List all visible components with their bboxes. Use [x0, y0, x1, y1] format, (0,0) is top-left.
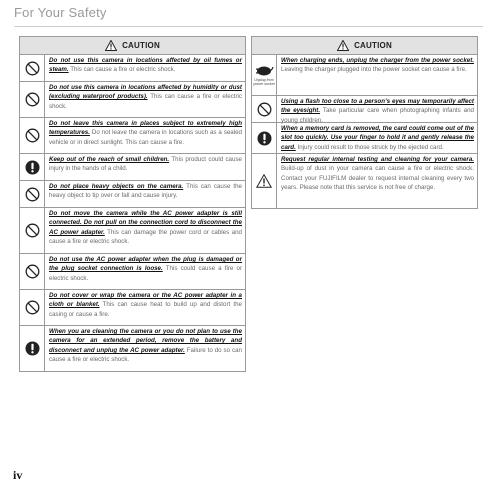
row-warning-text: Failure to do so can cause a fire or electric shock.	[49, 346, 242, 364]
row-warning-text: This can cause a fire or electric shock.	[68, 66, 176, 74]
row-warning-text: This product could cause injury in the hands of a child.	[49, 156, 242, 173]
row-warning-text: Leaving the charger plugged into the power socket can cause a fire.	[281, 66, 467, 74]
row-warning-bold: Using a flash too close to a person’s eyes may temporarily affect the eyesight.	[281, 98, 474, 115]
caution-label: CAUTION	[122, 41, 160, 50]
caution-row	[252, 123, 477, 154]
caution-label: CAUTION	[354, 41, 392, 50]
row-warning-bold: Do not use this camera in locations affected by oil fumes or steam.	[49, 57, 242, 74]
row-warning-bold: Do not leave this camera in places subject to extremely high temperatures.	[49, 120, 242, 137]
warning-triangle-icon	[337, 40, 349, 51]
prohibited-icon	[257, 102, 272, 117]
row-warning-bold: Do not cover or wrap the camera or the AC power adapter in a cloth or blanket.	[49, 292, 242, 309]
row-warning-bold: Do not use the AC power adapter when the plug is damaged or the plug socket connection is loose.	[49, 256, 242, 273]
row-warning-bold: When a memory card is removed, the card could come out of the slot too quickly. Use your finger to hold it and gently release the card.	[281, 125, 474, 151]
prohibited-icon	[25, 61, 40, 76]
row-warning-bold: When you are cleaning the camera or you do not plan to use the camera for an extended period, remove the battery and disconnect and unplug the AC power adapter.	[49, 328, 242, 354]
row-warning-bold: Do not use this camera in locations affected by humidity or dust (excluding waterproof products).	[49, 84, 242, 101]
caution-row	[20, 208, 245, 254]
row-warning-bold: Do not move the camera while the AC power adapter is still connected. Do not pull on the connection cord to disconnect the AC power adapter.	[49, 210, 242, 236]
caution-row	[20, 254, 245, 290]
caution-row	[20, 181, 245, 208]
row-warning-text: Do not leave the camera in locations such as a sealed vehicle or in direct sunlight. This can cause a fire.	[49, 129, 242, 146]
row-warning-bold: Keep out of the reach of small children.	[49, 156, 170, 163]
row-warning-text: This can damage the power cord or cables and cause a fire or electric shock.	[49, 228, 242, 246]
row-warning-text: This could cause a fire or electric shock.	[49, 265, 243, 282]
warning-triangle-icon	[105, 40, 117, 51]
row-warning-text: Take particular care when photographing infants and young children.	[281, 107, 474, 124]
caution-row	[252, 154, 477, 208]
mandatory-icon	[25, 341, 40, 356]
row-warning-text: This can cause heat to build up and distort the casing or cause a fire.	[49, 301, 242, 318]
prohibited-icon	[25, 128, 40, 143]
header-divider	[14, 26, 483, 27]
caution-header	[252, 37, 477, 55]
row-warning-bold: Request regular internal testing and cleaning for your camera.	[281, 156, 474, 163]
unplug-caption: Unplug from power socket	[253, 77, 275, 86]
prohibited-icon	[25, 187, 40, 202]
caution-header	[20, 37, 245, 55]
caution-row	[252, 96, 477, 123]
prohibited-icon	[25, 223, 40, 238]
caution-row	[20, 82, 245, 118]
caution-table-left	[19, 36, 246, 372]
caution-table-right	[251, 36, 478, 209]
mandatory-icon	[257, 131, 272, 146]
row-warning-text: Build-up of dust in your camera can cause a fire or electric shock. Contact your FUJIFILM dealer to request internal cleaning every two years. Please note that this service is not free of charge.	[281, 165, 474, 192]
row-warning-bold: Do not place heavy objects on the camera.	[49, 183, 184, 190]
caution-row	[252, 55, 477, 96]
caution-row	[20, 55, 245, 82]
caution-row	[20, 154, 245, 181]
prohibited-icon	[25, 300, 40, 315]
unplug-icon	[254, 64, 274, 77]
page-header-title: For Your Safety	[14, 5, 107, 20]
row-warning-text: This can cause the heavy object to tip over or fall and cause injury.	[49, 183, 243, 200]
caution-row	[20, 290, 245, 326]
row-warning-text: This can cause a fire or electric shock.	[49, 93, 242, 110]
prohibited-icon	[25, 264, 40, 279]
row-warning-bold: When charging ends, unplug the charger from the power socket.	[281, 57, 474, 64]
mandatory-icon	[25, 160, 40, 175]
caution-icon	[256, 174, 272, 188]
row-warning-text: Injury could result to those struck by the ejected card.	[295, 143, 444, 151]
prohibited-icon	[25, 92, 40, 107]
caution-row	[20, 326, 245, 371]
caution-row	[20, 118, 245, 154]
page-number: iv	[13, 468, 23, 482]
